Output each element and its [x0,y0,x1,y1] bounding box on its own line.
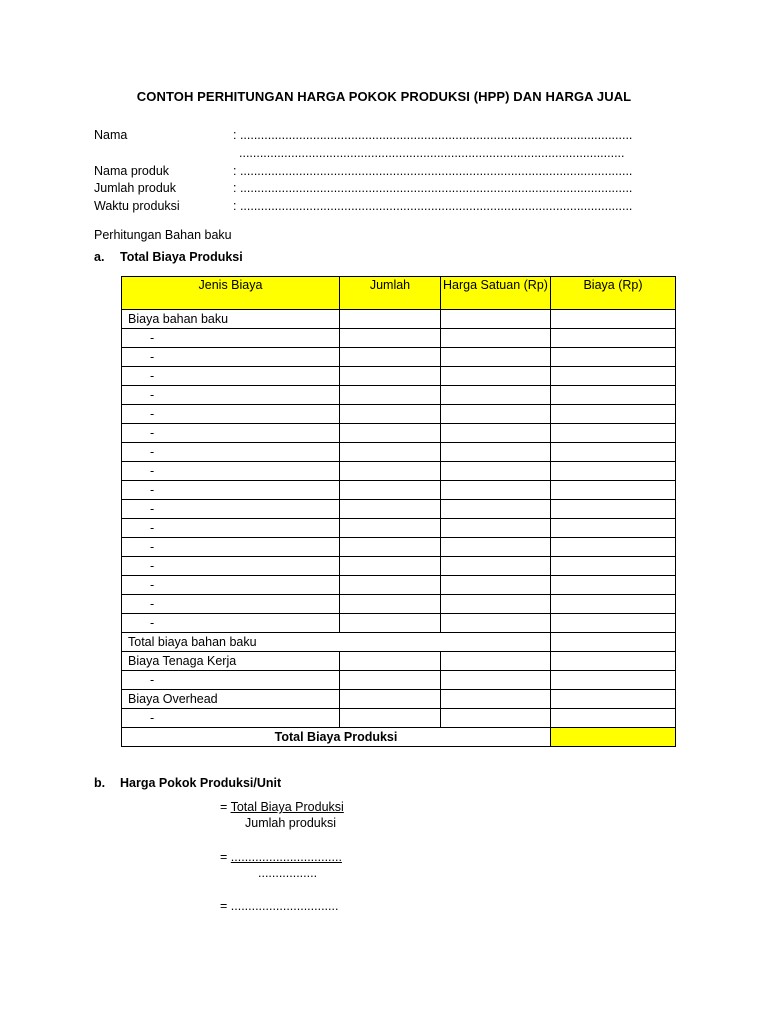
table-row-total [122,728,676,747]
row-label-bahan-baku: Biaya bahan baku [122,310,340,329]
header-biaya: Biaya (Rp) [551,277,676,310]
field-jumlah-produk-value[interactable]: : ................................................................................................................. [233,181,633,195]
cell-harga[interactable] [441,576,551,595]
cell-biaya[interactable] [551,424,676,443]
field-waktu-produksi-value[interactable]: : ................................................................................................................. [233,199,633,213]
table-row [122,633,676,652]
cell-biaya[interactable] [551,576,676,595]
cell-harga[interactable] [441,519,551,538]
cell-biaya[interactable] [551,500,676,519]
cell-harga[interactable] [441,709,551,728]
cell-biaya[interactable] [551,481,676,500]
table-row [122,367,676,386]
perhitungan-label: Perhitungan Bahan baku [94,228,232,242]
cell-harga[interactable] [441,386,551,405]
cell-jumlah[interactable] [340,690,441,709]
dash-item: - [122,671,340,690]
header-jenis-biaya: Jenis Biaya [122,277,340,310]
table-row [122,481,676,500]
cell-harga[interactable] [441,462,551,481]
cell-jumlah[interactable] [340,443,441,462]
cell-biaya[interactable] [551,709,676,728]
table-row [122,386,676,405]
cell-biaya[interactable] [551,519,676,538]
formula-result[interactable]: = ............................... [220,899,339,913]
cell-biaya[interactable] [551,538,676,557]
formula-eq: = [220,800,228,814]
formula-line-2 [220,850,342,864]
section-a-letter: a. [94,250,105,264]
table-row [122,614,676,633]
formula-denominator: Jumlah produksi [245,816,337,830]
table-row [122,443,676,462]
cell-jumlah[interactable] [340,310,441,329]
dash-item: - [122,462,340,481]
table-row [122,329,676,348]
cell-harga[interactable] [441,405,551,424]
cell-jumlah[interactable] [340,462,441,481]
section-b-letter: b. [94,776,106,790]
cell-jumlah[interactable] [340,652,441,671]
cell-jumlah[interactable] [340,595,441,614]
table-row [122,709,676,728]
table-row [122,519,676,538]
section-a-title: Total Biaya Produksi [120,250,243,264]
cell-jumlah[interactable] [340,405,441,424]
cell-harga[interactable] [441,329,551,348]
cell-harga[interactable] [441,481,551,500]
table-row [122,500,676,519]
dash-item: - [122,614,340,633]
section-a-heading [94,250,243,264]
cell-biaya[interactable] [551,367,676,386]
field-jumlah-produk-label: Jumlah produk [94,181,176,195]
table-row [122,576,676,595]
cell-harga[interactable] [441,671,551,690]
cell-harga[interactable] [441,310,551,329]
cell-jumlah[interactable] [340,424,441,443]
header-harga-satuan: Harga Satuan (Rp) [441,277,551,310]
cell-jumlah[interactable] [340,367,441,386]
cell-jumlah[interactable] [340,557,441,576]
field-nama-produk-label: Nama produk [94,164,170,178]
cell-jumlah[interactable] [340,481,441,500]
cell-jumlah[interactable] [340,500,441,519]
formula-line-1 [220,800,344,814]
cell-jumlah[interactable] [340,348,441,367]
field-nama-cont-value[interactable]: ............................................................................................................... [239,146,625,160]
formula-numerator: Total Biaya Produksi [230,800,344,814]
cell-biaya[interactable] [551,614,676,633]
cell-jumlah[interactable] [340,538,441,557]
cell-harga[interactable] [441,557,551,576]
cell-biaya[interactable] [551,310,676,329]
cell-harga[interactable] [441,348,551,367]
cell-jumlah[interactable] [340,671,441,690]
table-row [122,538,676,557]
section-b-heading [94,776,281,790]
cell-harga[interactable] [441,690,551,709]
row-label-tenaga-kerja: Biaya Tenaga Kerja [122,652,340,671]
table-row [122,462,676,481]
cell-harga[interactable] [441,538,551,557]
cell-harga[interactable] [441,652,551,671]
table-row [122,424,676,443]
cell-biaya[interactable] [551,462,676,481]
cell-harga[interactable] [441,595,551,614]
field-waktu-produksi-label: Waktu produksi [94,199,180,213]
cell-harga[interactable] [441,367,551,386]
dash-item: - [122,481,340,500]
cost-table [121,276,676,747]
cell-biaya[interactable] [551,690,676,709]
cell-jumlah[interactable] [340,519,441,538]
table-row [122,671,676,690]
cell-jumlah[interactable] [340,709,441,728]
cell-jumlah[interactable] [340,386,441,405]
formula-eq-2: = [220,850,228,864]
cell-harga[interactable] [441,500,551,519]
table-row [122,348,676,367]
field-nama-value[interactable]: : ................................................................................................................. [233,128,633,142]
table-row [122,310,676,329]
cell-jumlah[interactable] [340,329,441,348]
row-label-total-biaya-produksi: Total Biaya Produksi [122,728,551,747]
cell-harga[interactable] [441,443,551,462]
dash-item: - [122,367,340,386]
dash-item: - [122,405,340,424]
section-b-title: Harga Pokok Produksi/Unit [120,776,282,790]
dash-item: - [122,557,340,576]
row-label-overhead: Biaya Overhead [122,690,340,709]
dash-item: - [122,348,340,367]
row-label-total-bahan-baku: Total biaya bahan baku [122,633,551,652]
dash-item: - [122,424,340,443]
table-row [122,690,676,709]
cell-biaya[interactable] [551,652,676,671]
formula-numerator-blank[interactable]: ................................ [230,850,342,864]
cell-biaya[interactable] [551,557,676,576]
table-row [122,405,676,424]
dash-item: - [122,500,340,519]
dash-item: - [122,538,340,557]
dash-item: - [122,386,340,405]
table-header-row [122,277,676,310]
cell-biaya[interactable] [551,443,676,462]
cell-jumlah[interactable] [340,614,441,633]
cell-biaya[interactable] [551,671,676,690]
table-row [122,557,676,576]
cell-total-biaya-produksi[interactable] [551,728,676,747]
cell-biaya[interactable] [551,595,676,614]
table-row [122,652,676,671]
cell-harga[interactable] [441,614,551,633]
cell-biaya[interactable] [551,405,676,424]
cell-jumlah[interactable] [340,576,441,595]
cell-total-bahan-baku[interactable] [551,633,676,652]
cell-biaya[interactable] [551,329,676,348]
cell-harga[interactable] [441,424,551,443]
cell-biaya[interactable] [551,386,676,405]
cell-biaya[interactable] [551,348,676,367]
dash-item: - [122,329,340,348]
header-jumlah: Jumlah [340,277,441,310]
dash-item: - [122,595,340,614]
table-body [122,310,676,747]
field-nama-label: Nama [94,128,128,142]
dash-item: - [122,709,340,728]
dash-item: - [122,443,340,462]
dash-item: - [122,576,340,595]
document-title: CONTOH PERHITUNGAN HARGA POKOK PRODUKSI (HPP) DAN HARGA JUAL [136,89,632,104]
formula-denominator-blank[interactable]: ................. [258,866,318,880]
table-row [122,595,676,614]
field-nama-produk-value[interactable]: : ................................................................................................................. [233,164,633,178]
dash-item: - [122,519,340,538]
